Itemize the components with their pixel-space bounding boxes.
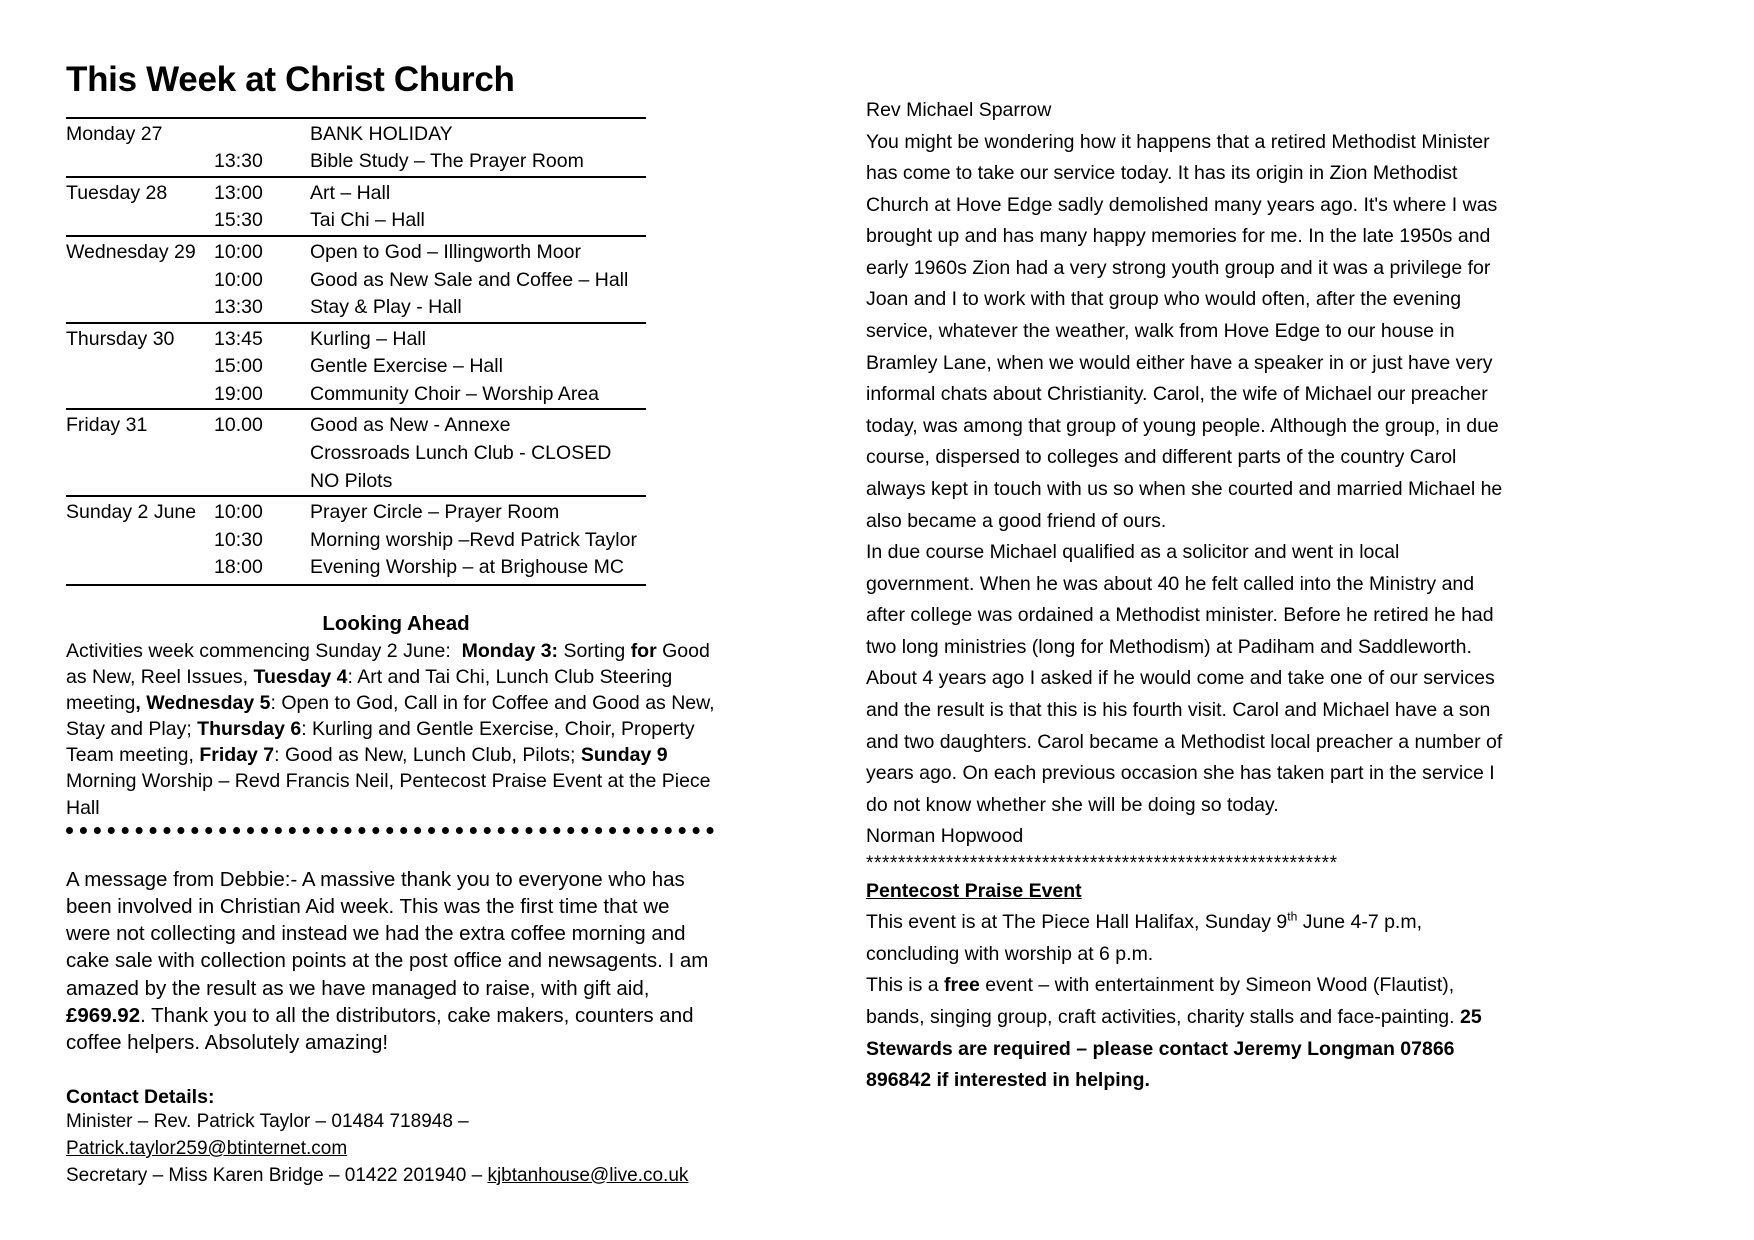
schedule-event: Stay & Play - Hall xyxy=(310,296,462,319)
pentecost-line-1 xyxy=(866,907,1506,970)
article-signature: Norman Hopwood xyxy=(866,825,1024,848)
minister-prefix: Minister – Rev. Patrick Taylor – 01484 718948 – xyxy=(66,1111,469,1133)
table-row xyxy=(66,409,646,440)
table-row xyxy=(66,236,646,267)
schedule-time: 13:30 xyxy=(214,296,263,319)
schedule-day xyxy=(66,294,214,323)
schedule-time: 10:00 xyxy=(214,268,263,291)
la-wednesday-label: Wednesday 5 xyxy=(146,692,271,714)
la-monday-text-a: Sorting xyxy=(558,639,631,662)
la-monday-label: Monday 3: xyxy=(461,639,559,662)
schedule-event: Community Choir – Worship Area xyxy=(310,382,599,405)
schedule-time: 13:30 xyxy=(214,150,263,173)
la-wednesday-text: : Open to God, Call in for Coffee and Good as New, Stay and Play; xyxy=(66,692,715,741)
schedule-time: 13:00 xyxy=(214,177,310,208)
pentecost-ordinal-suffix: th xyxy=(1287,909,1298,924)
schedule-event: Good as New - Annexe xyxy=(310,409,646,440)
schedule-time: 18:00 xyxy=(214,554,310,585)
table-row xyxy=(66,440,646,468)
looking-ahead-body xyxy=(66,638,726,821)
pentecost-free-word: free xyxy=(944,974,980,997)
la-tuesday-comma: , xyxy=(135,692,141,714)
pentecost-line1-b: June 4-7 p.m, concluding with worship at 6 p.m. xyxy=(866,911,1423,965)
table-row xyxy=(66,267,646,295)
schedule-time: 15:30 xyxy=(214,209,263,232)
schedule-time: 15:00 xyxy=(214,355,263,378)
looking-ahead-heading: Looking Ahead xyxy=(322,611,470,635)
la-sunday-label: Sunday 9 xyxy=(580,744,668,767)
table-row xyxy=(66,554,646,585)
schedule-event: Prayer Circle – Prayer Room xyxy=(310,496,646,527)
schedule-day xyxy=(66,554,214,585)
debbie-part2: . Thank you to all the distributors, cake makers, counters and coffee helpers. Absolutely amazing! xyxy=(66,1003,694,1055)
schedule-time xyxy=(214,440,310,468)
table-row xyxy=(66,177,646,208)
schedule-event: Morning worship –Revd Patrick Taylor xyxy=(310,528,637,551)
schedule-time: 19:00 xyxy=(214,382,263,405)
schedule-day: Wednesday 29 xyxy=(66,236,214,267)
article-paragraph-2: In due course Michael qualified as a solicitor and went in local government. When he was about 40 he felt called into the Ministry and after college was ordained a Methodist minister. Before he retired he had two long ministries (long for Methodism) at Padiham and Saddleworth. About 4 years ago I asked if he would come and take one of our services and the result is that this is his fourth visit. Carol and Michael have a son and two daughters. Carol became a Methodist local preacher a number of years ago. On each previous occasion she has taken part in the service I do not know whether she will be doing so today. xyxy=(866,541,1503,816)
table-row xyxy=(66,148,646,177)
schedule-event: Good as New Sale and Coffee – Hall xyxy=(310,268,629,291)
table-row xyxy=(66,207,646,236)
pentecost-stewards-note: 25 Stewards are required – please contact Jeremy Longman 07866 896842 if interested in helping. xyxy=(866,1005,1482,1092)
table-row xyxy=(66,527,646,555)
pentecost-line2-a: This is a xyxy=(866,974,945,997)
schedule-day xyxy=(66,267,214,295)
table-row xyxy=(66,118,646,149)
debbie-part1: A message from Debbie:- A massive thank you to everyone who has been involved in Christian Aid week. This was the first time that we were not collecting and instead we had the extra coffee morning and cake sale with collection points at the post office and newsagents. I am amazed by the result as we have managed to raise, with gift aid, xyxy=(66,867,709,1000)
schedule-day xyxy=(66,353,214,381)
schedule-time xyxy=(214,118,310,149)
secretary-email-link[interactable]: kjbtanhouse@live.co.uk xyxy=(487,1164,689,1186)
right-column xyxy=(866,95,1506,1097)
schedule-time xyxy=(214,468,310,497)
schedule-event: Art – Hall xyxy=(310,177,646,208)
schedule-event: Kurling – Hall xyxy=(310,323,646,354)
schedule-day xyxy=(66,440,214,468)
article-title: Rev Michael Sparrow xyxy=(866,99,1052,121)
la-monday-for: for xyxy=(630,639,657,662)
pentecost-line-2 xyxy=(866,970,1506,1096)
table-row xyxy=(66,468,646,497)
schedule-time: 10:30 xyxy=(214,528,263,551)
contact-minister-line xyxy=(66,1109,726,1162)
schedule-day: Sunday 2 June xyxy=(66,496,214,527)
la-friday-label: Friday 7 xyxy=(199,744,275,767)
schedule-body xyxy=(66,118,646,585)
schedule-event: Tai Chi – Hall xyxy=(310,209,425,232)
page-title: This Week at Christ Church xyxy=(66,60,515,99)
schedule-event: Bible Study – The Prayer Room xyxy=(310,150,584,173)
minister-email-link[interactable]: Patrick.taylor259@btinternet.com xyxy=(66,1137,348,1159)
schedule-day: Friday 31 xyxy=(66,409,214,440)
la-intro: Activities week commencing Sunday 2 June: xyxy=(66,639,451,662)
table-row xyxy=(66,381,646,410)
left-column xyxy=(66,62,726,1189)
table-row xyxy=(66,496,646,527)
schedule-day xyxy=(66,527,214,555)
la-tuesday-text: : Art and Tai Chi, Lunch Club Steering meeting xyxy=(66,665,673,714)
schedule-event: Crossroads Lunch Club - CLOSED xyxy=(310,441,612,464)
contact-details-heading: Contact Details: xyxy=(66,1086,215,1109)
schedule-time: 13:45 xyxy=(214,323,310,354)
article-paragraph-1: You might be wondering how it happens that a retired Methodist Minister has come to take our service today. It has its origin in Zion Methodist Church at Hove Edge sadly demolished many years ago. It's where I was brought up and has many happy memories for me. In the late 1950s and early 1960s Zion had a very strong youth group and it was a privilege for Joan and I to work with that group who would often, after the evening service, whatever the weather, walk from Hove Edge to our house in Bramley Lane, when we would either have a speaker in or just have very informal chats about Christianity. Carol, the wife of Michael our preacher today, was among that group of young people. Although the group, in due course, dispersed to colleges and different parts of the country Carol always kept in touch with us so when she courted and married Michael he also became a good friend of ours. xyxy=(866,130,1503,532)
table-row xyxy=(66,323,646,354)
contact-secretary-line xyxy=(66,1163,726,1190)
la-friday-text: : Good as New, Lunch Club, Pilots; xyxy=(274,744,581,767)
schedule-event: Evening Worship – at Brighouse MC xyxy=(310,554,646,585)
secretary-prefix: Secretary – Miss Karen Bridge – 01422 201940 – xyxy=(66,1164,488,1186)
table-row xyxy=(66,294,646,323)
schedule-day: Tuesday 28 xyxy=(66,177,214,208)
schedule-time: 10.00 xyxy=(214,409,310,440)
schedule-day xyxy=(66,148,214,177)
schedule-event: BANK HOLIDAY xyxy=(310,118,646,149)
table-row xyxy=(66,353,646,381)
schedule-day xyxy=(66,207,214,236)
schedule-time: 10:00 xyxy=(214,496,310,527)
weekly-schedule-table xyxy=(66,117,646,586)
schedule-day xyxy=(66,468,214,497)
debbie-amount: £969.92 xyxy=(66,1003,141,1027)
pentecost-line1-a: This event is at The Piece Hall Halifax, Sunday 9 xyxy=(866,911,1288,934)
star-divider: *********************************************************** xyxy=(866,852,1338,874)
schedule-event: Open to God – Illingworth Moor xyxy=(310,236,646,267)
debbie-message xyxy=(66,866,711,1057)
schedule-time: 10:00 xyxy=(214,236,310,267)
pentecost-heading: Pentecost Praise Event xyxy=(866,879,1082,902)
la-tuesday-label: Tuesday 4 xyxy=(253,665,348,688)
schedule-day xyxy=(66,381,214,410)
la-thursday-label: Thursday 6 xyxy=(197,718,302,741)
dotted-divider xyxy=(66,827,714,834)
la-thursday-text: : Kurling and Gentle Exercise, Choir, Property Team meeting, xyxy=(66,718,695,767)
pentecost-line2-b: event – with entertainment by Simeon Wood (Flautist), bands, singing group, craft activities, charity stalls and face-painting. xyxy=(866,974,1460,1028)
la-sunday-text: Morning Worship – Revd Francis Neil, Pentecost Praise Event at the Piece Hall xyxy=(66,770,711,819)
la-monday-text-b: Good as New, Reel Issues, xyxy=(66,639,710,688)
schedule-day: Monday 27 xyxy=(66,118,214,149)
schedule-day: Thursday 30 xyxy=(66,323,214,354)
schedule-event: Gentle Exercise – Hall xyxy=(310,355,503,378)
schedule-event: NO Pilots xyxy=(310,469,393,492)
